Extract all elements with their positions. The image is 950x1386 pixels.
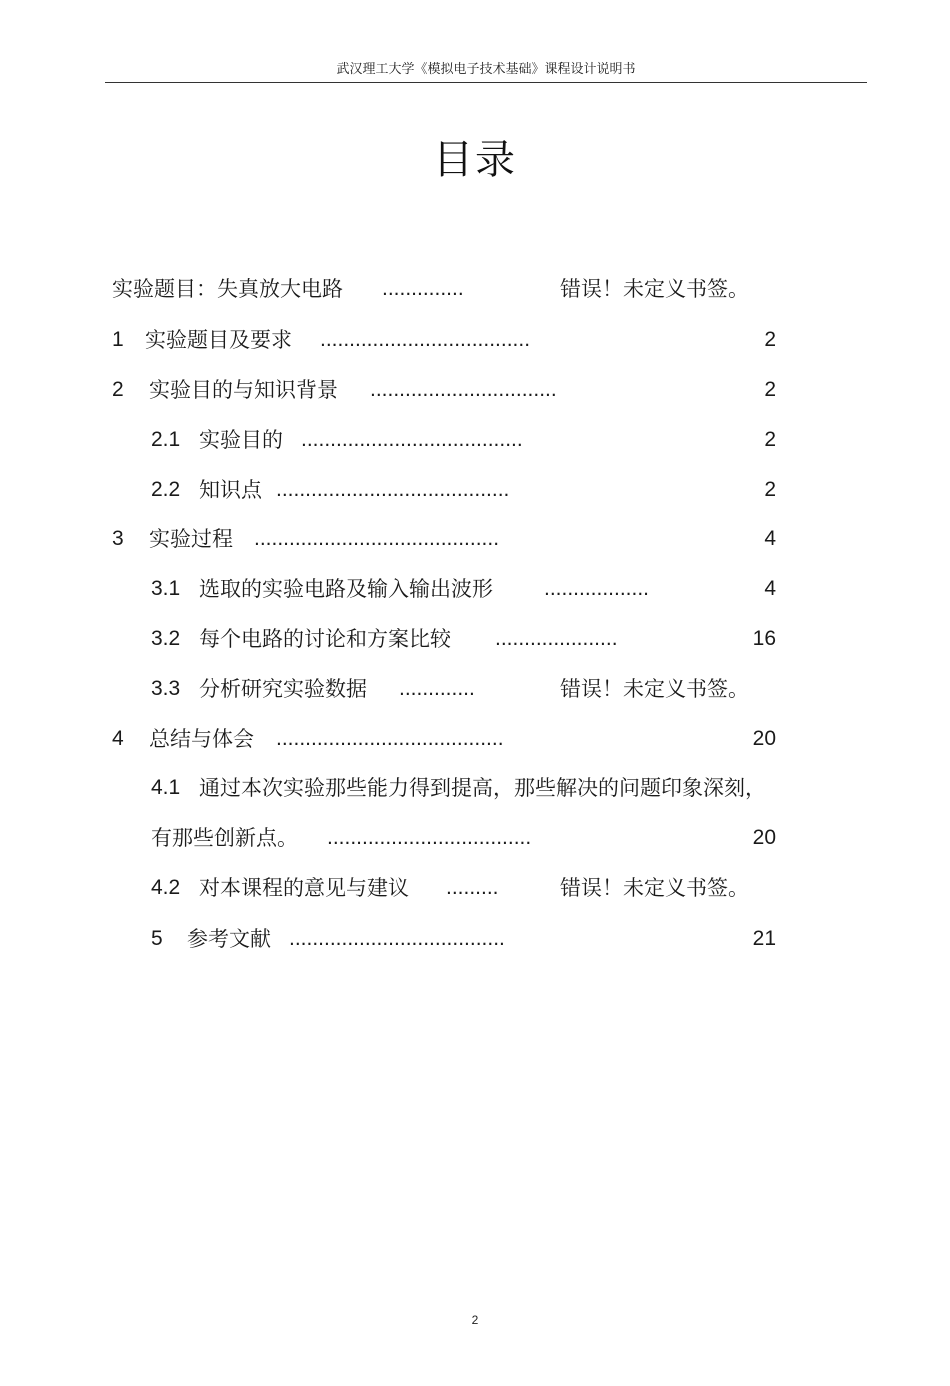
toc-entry-label: 实验过程 [149,527,233,551]
toc-entry-number: 4 [112,727,124,750]
header-rule [105,82,867,83]
toc-entry-leader: .......................................... [254,527,500,550]
page-number: 2 [471,1313,479,1327]
toc-entry-number: 4.1 [151,776,181,799]
toc-entry-leader: ........................................ [276,478,510,501]
toc-entry[interactable] [151,475,782,505]
toc-entry-page: 4 [764,577,776,600]
toc-entry-number: 3.1 [151,577,181,600]
toc-entry-number: 1 [112,328,124,351]
toc-entry[interactable] [151,624,782,654]
toc-entry-page: 21 [752,927,776,950]
toc-entry-page: 4 [764,527,776,550]
toc-entry-leader: ..................................... [289,927,505,950]
toc-entry-label: 实验目的 [199,428,283,452]
toc-entry-label: 实验题目及要求 [145,328,292,352]
toc-entry-leader: .................................... [320,328,531,351]
toc-entry-leader: ................................ [370,378,557,401]
toc-entry-label: 选取的实验电路及输入输出波形 [199,577,493,601]
toc-entry-number: 2.2 [151,478,181,501]
toc-entry-page: 16 [752,627,776,650]
toc-entry-label: 分析研究实验数据 [199,677,367,701]
toc-entry[interactable] [151,773,791,803]
toc-entry[interactable] [151,425,782,455]
toc-entry-label: 对本课程的意见与建议 [199,876,409,900]
toc-entry-number: 2.1 [151,428,181,451]
toc-entry-number: 3.3 [151,677,181,700]
toc-entry-page: 2 [764,328,776,351]
toc-entry[interactable] [112,724,782,754]
toc-entry-page: 2 [764,478,776,501]
toc-entry-number: 5 [151,927,163,950]
toc-entry[interactable] [112,274,792,304]
toc-entry-page: 20 [752,826,776,849]
toc-entry-leader: .............. [382,277,464,300]
toc-entry-number: 4.2 [151,876,181,899]
toc-entry-leader: ................................... [327,826,532,849]
toc-title: 目录 [433,137,517,183]
toc-entry[interactable] [112,375,782,405]
toc-entry-number: 3 [112,527,124,550]
toc-entry-leader: ...................................... [301,428,523,451]
toc-entry-label: 参考文献 [187,927,271,951]
toc-entry-leader: ....................................... [276,727,504,750]
toc-entry-label: 总结与体会 [149,727,254,751]
running-header: 武汉理工大学《模拟电子技术基础》课程设计说明书 [336,62,636,77]
toc-entry-label: 有那些创新点。 [151,826,298,850]
toc-entry[interactable] [151,574,782,604]
toc-entry-number: 3.2 [151,627,181,650]
toc-entry-leader: ......... [446,876,499,899]
toc-entry-page: 2 [764,378,776,401]
toc-entry-leader: .................. [544,577,650,600]
toc-entry-page: 20 [752,727,776,750]
toc-entry-label: 实验目的与知识背景 [149,378,338,402]
toc-entry-label: 通过本次实验那些能力得到提高，那些解决的问题印象深刻， [199,776,766,800]
toc-entry[interactable] [151,674,791,704]
toc-entry-label: 知识点 [199,478,262,502]
toc-entry-page: 错误！未定义书签。 [560,876,749,900]
toc-entry-label: 实验题目：失真放大电路 [112,277,343,301]
toc-entry[interactable] [151,924,782,954]
toc-entry-leader: ............. [399,677,475,700]
toc-entry[interactable] [151,873,791,903]
toc-entry-page: 2 [764,428,776,451]
toc-entry[interactable] [151,823,782,853]
toc-entry-page: 错误！未定义书签。 [560,677,749,701]
toc-entry-label: 每个电路的讨论和方案比较 [199,627,451,651]
toc-entry-page: 错误！未定义书签。 [560,277,749,301]
toc-entry-leader: ..................... [495,627,618,650]
toc-entry[interactable] [112,524,782,554]
toc-entry[interactable] [112,325,782,355]
toc-entry-number: 2 [112,378,124,401]
